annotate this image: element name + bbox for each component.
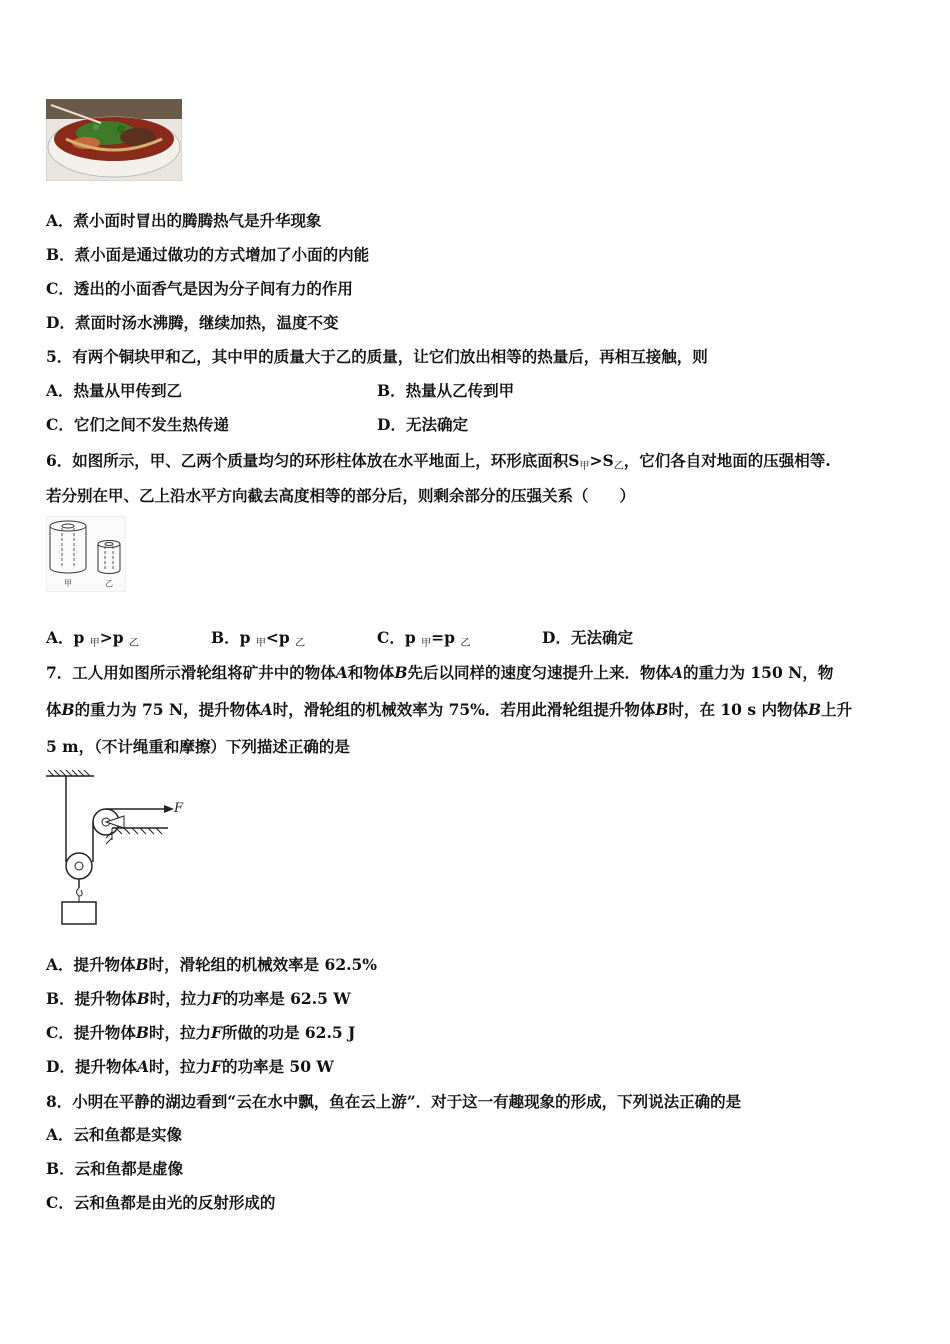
q6-fig-label-jia: 甲 <box>64 579 72 588</box>
q6-option-a-sub1: 甲 <box>89 638 100 649</box>
noodle-option-b: B．煮小面是通过做功的方式增加了小面的内能 <box>46 245 370 264</box>
q8-stem: 8．小明在平静的湖边看到“云在水中飘，鱼在云上游”．对于这一有趣现象的形成，下列说法正确的是 <box>46 1092 742 1111</box>
q6-option-c-p: C．p <box>377 628 416 647</box>
q6-option-c-sub2: 乙 <box>460 638 471 649</box>
q6-option-a-sub2: 乙 <box>129 638 140 649</box>
q7-option-c-f: F <box>210 1023 222 1042</box>
q6-cylinders-figure <box>46 516 126 592</box>
q7-l1d: 的重力为 150 N，物 <box>683 663 834 682</box>
q5-option-a: A．热量从甲传到乙 <box>46 381 183 400</box>
q7-var-b4: B <box>808 700 822 719</box>
q6-sub-jia: 甲 <box>579 461 590 472</box>
q6-option-b-sub1: 甲 <box>255 638 266 649</box>
noodle-option-d: D．煮面时汤水沸腾，继续加热，温度不变 <box>46 313 339 332</box>
q5-option-b: B．热量从乙传到甲 <box>377 381 515 400</box>
q7-option-c-text3: 所做的功是 62.5 J <box>221 1023 356 1042</box>
q6-option-d: D．无法确定 <box>542 628 633 647</box>
q6-stem-line2: 若分别在甲、乙上沿水平方向截去高度相等的部分后，则剩余部分的压强关系（ ） <box>46 486 636 505</box>
q6-option-c <box>377 628 470 654</box>
noodle-option-a: A．煮小面时冒出的腾腾热气是升华现象 <box>46 211 322 230</box>
q7-l2d: 时，在 10 s 内物体 <box>668 700 808 719</box>
q6-option-c-sub1: 甲 <box>421 638 432 649</box>
q8-option-a: A．云和鱼都是实像 <box>46 1125 183 1144</box>
q6-s-jia: S <box>568 451 580 470</box>
q6-sub-yi: 乙 <box>613 461 624 472</box>
q7-option-b-text2: 时，拉力 <box>149 989 212 1008</box>
q7-l1c: 先后以同样的速度匀速提升上来．物体 <box>407 663 671 682</box>
q7-option-b-text1: B．提升物体 <box>46 989 137 1008</box>
q6-option-b <box>211 628 305 654</box>
q7-fig-label-f: F <box>174 801 184 816</box>
q7-option-d <box>46 1057 334 1077</box>
q7-option-d-f: F <box>211 1057 223 1076</box>
q7-stem-line1 <box>46 663 833 683</box>
q6-stem-a: 6．如图所示，甲、乙两个质量均匀的环形柱体放在水平地面上，环形底面积 <box>46 451 569 470</box>
q7-option-b-var: B <box>136 989 150 1008</box>
q8-option-b: B．云和鱼都是虚像 <box>46 1159 184 1178</box>
q7-option-c-var: B <box>135 1023 149 1042</box>
q6-option-a-p: A．p <box>46 628 85 647</box>
q7-l2e: 上升 <box>821 700 853 719</box>
q6-gt: > <box>589 451 603 470</box>
q7-option-b-text3: 的功率是 62.5 W <box>222 989 351 1008</box>
q7-stem-line3: 5 m，（不计绳重和摩擦）下列描述正确的是 <box>46 737 350 756</box>
q6-fig-label-yi: 乙 <box>105 579 113 588</box>
q7-option-d-text3: 的功率是 50 W <box>222 1057 334 1076</box>
q7-option-a <box>46 955 377 975</box>
q7-option-b-f: F <box>211 989 223 1008</box>
q7-var-a1: A <box>335 663 348 682</box>
q7-stem-line2 <box>46 700 852 720</box>
q7-var-b2: B <box>61 700 75 719</box>
q6-option-b-p: B．p <box>211 628 251 647</box>
q7-l1b: 和物体 <box>347 663 395 682</box>
q6-option-a-rel: >p <box>99 628 124 647</box>
q7-option-a-text2: 时，滑轮组的机械效率是 62.5% <box>148 955 378 974</box>
q7-option-c-text2: 时，拉力 <box>148 1023 211 1042</box>
q7-option-a-text1: A．提升物体 <box>46 955 136 974</box>
q7-var-b1: B <box>394 663 408 682</box>
q7-var-a2: A <box>670 663 683 682</box>
q7-l2c: 时，滑轮组的机械效率为 75%．若用此滑轮组提升物体 <box>272 700 656 719</box>
q6-stem-line1 <box>46 451 831 477</box>
q7-l2a: 体 <box>46 700 62 719</box>
q6-option-b-sub2: 乙 <box>295 638 306 649</box>
q7-option-d-text2: 时，拉力 <box>148 1057 211 1076</box>
q7-option-a-var: B <box>135 955 149 974</box>
q7-option-c <box>46 1023 355 1043</box>
q6-stem-b: ，它们各自对地面的压强相等. <box>623 451 831 470</box>
q7-l2b: 的重力为 75 N，提升物体 <box>74 700 261 719</box>
q6-option-b-rel: <p <box>265 628 290 647</box>
q6-option-a <box>46 628 139 654</box>
q7-option-d-var: A <box>136 1057 149 1076</box>
q7-l1a: 7．工人用如图所示滑轮组将矿井中的物体 <box>46 663 336 682</box>
q5-option-c: C．它们之间不发生热传递 <box>46 415 229 434</box>
q5-option-d: D．无法确定 <box>377 415 468 434</box>
q7-option-c-text1: C．提升物体 <box>46 1023 136 1042</box>
q7-var-b3: B <box>655 700 669 719</box>
q7-option-d-text1: D．提升物体 <box>46 1057 137 1076</box>
q7-option-b <box>46 989 351 1009</box>
q7-pulley-figure <box>46 770 196 930</box>
q6-option-c-rel: =p <box>431 628 455 647</box>
noodle-option-c: C．透出的小面香气是因为分子间有力的作用 <box>46 279 353 298</box>
q7-var-a3: A <box>260 700 273 719</box>
q8-option-c: C．云和鱼都是由光的反射形成的 <box>46 1193 276 1212</box>
q6-s-yi: S <box>602 451 614 470</box>
noodle-bowl-photo <box>46 99 182 181</box>
q5-stem: 5．有两个铜块甲和乙，其中甲的质量大于乙的质量，让它们放出相等的热量后，再相互接触，则 <box>46 347 708 366</box>
